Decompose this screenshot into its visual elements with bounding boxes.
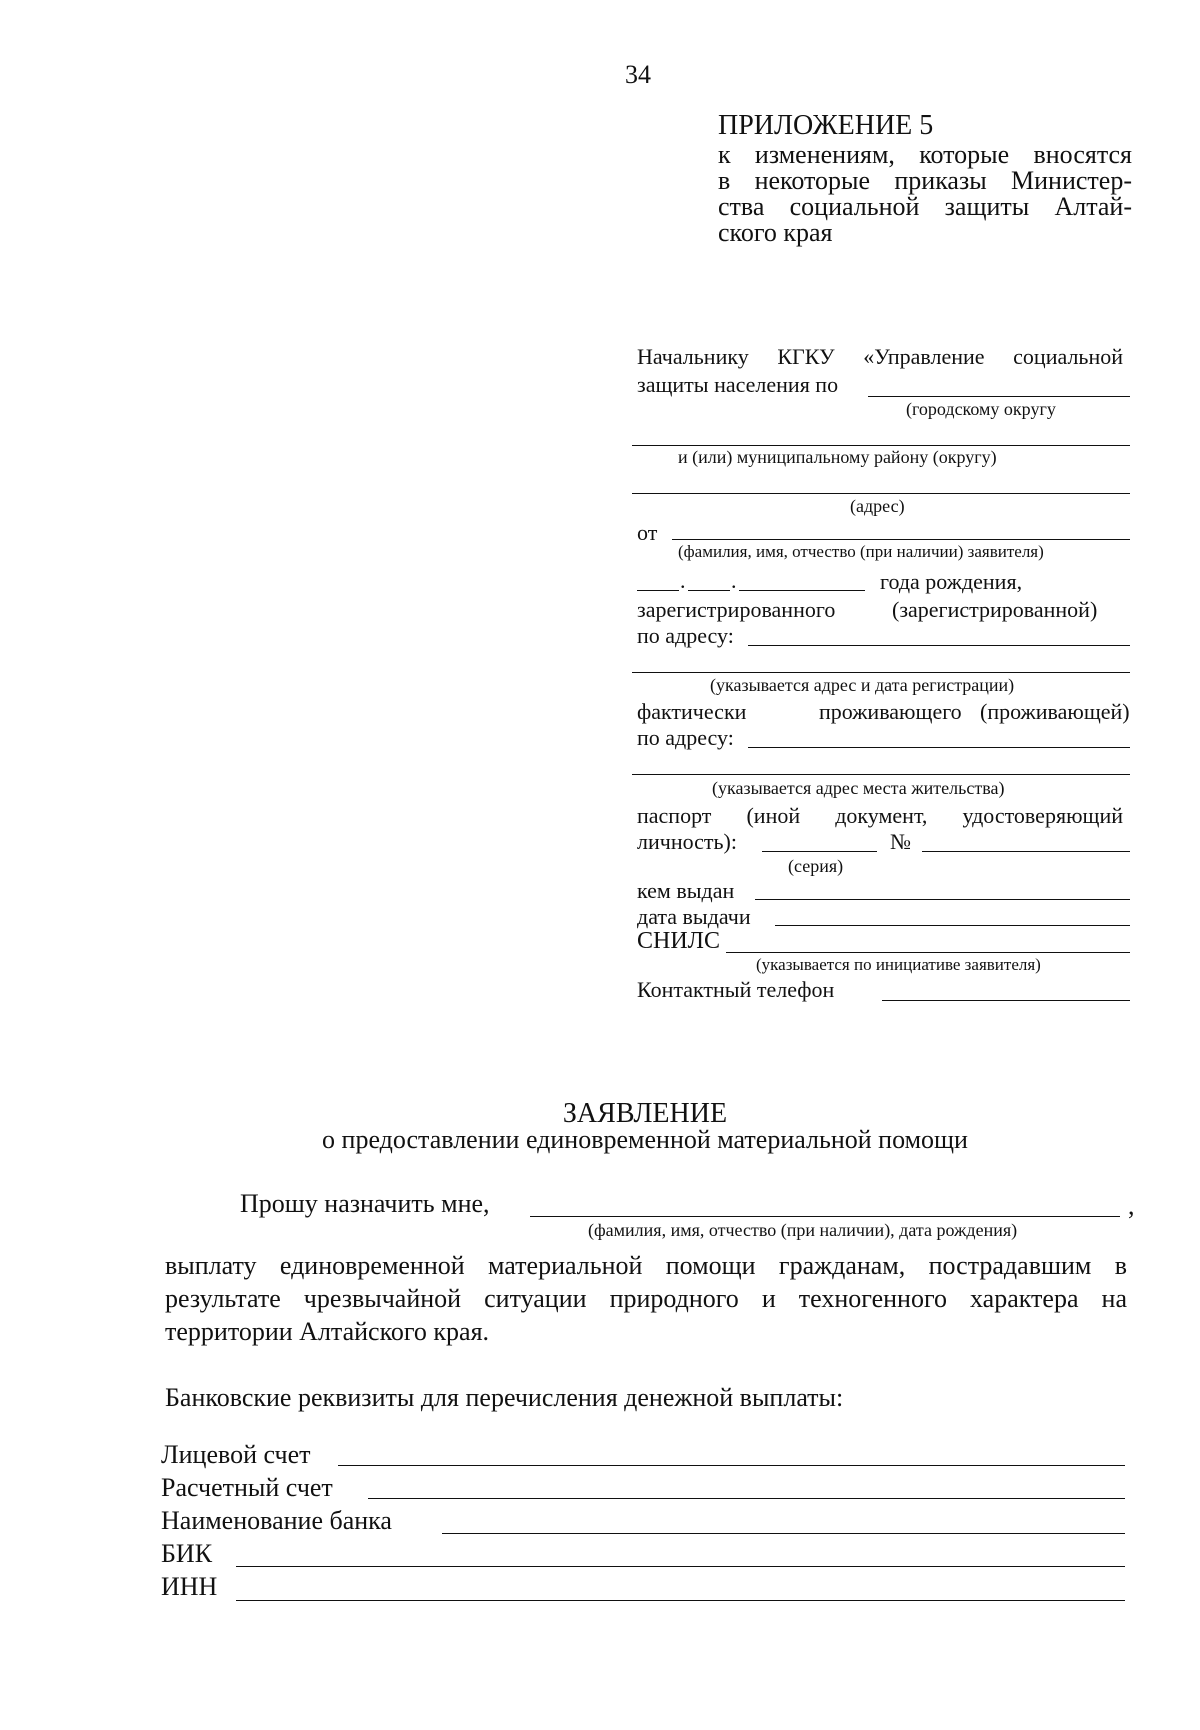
bik-label: БИК bbox=[161, 1539, 213, 1568]
applicant-name-line[interactable] bbox=[672, 539, 1130, 540]
inn-line[interactable] bbox=[236, 1600, 1125, 1601]
personal-account-line[interactable] bbox=[338, 1465, 1125, 1466]
birth-month-line[interactable] bbox=[688, 590, 730, 591]
hint-applicant-name: (фамилия, имя, отчество (при наличии) заявителя) bbox=[678, 542, 1044, 561]
statement-body-line-2: результате чрезвычайной ситуации природного и техногенного характера на bbox=[165, 1284, 1127, 1313]
passport-series-line[interactable] bbox=[762, 851, 877, 852]
hint-residence: (указывается адрес места жительства) bbox=[712, 778, 1005, 798]
date-dot: . bbox=[680, 568, 686, 593]
hint-registration: (указывается адрес и дата регистрации) bbox=[710, 675, 1015, 695]
district-field-line-2[interactable] bbox=[632, 445, 1130, 446]
hint-municipal: и (или) муниципальному району (округу) bbox=[678, 447, 997, 467]
appendix-line: к изменениям, которые вносятся bbox=[718, 140, 1132, 169]
appendix-caption bbox=[718, 142, 1132, 246]
birth-year-line[interactable] bbox=[739, 590, 865, 591]
phone-label: Контактный телефон bbox=[637, 977, 835, 1002]
registration-address-line-2[interactable] bbox=[632, 672, 1130, 673]
birth-day-line[interactable] bbox=[637, 590, 679, 591]
address-field-line[interactable] bbox=[632, 493, 1130, 494]
passport-line-2: личность): bbox=[637, 829, 737, 854]
addressee-line-1: Начальнику КГКУ «Управление социальной bbox=[637, 344, 1123, 369]
snils-line[interactable] bbox=[726, 952, 1130, 953]
statement-body-line-3: территории Алтайского края. bbox=[165, 1317, 490, 1346]
date-dot: . bbox=[731, 568, 737, 593]
bank-name-label: Наименование банка bbox=[161, 1506, 392, 1535]
actual-word-3: (проживающей) bbox=[980, 699, 1130, 724]
issue-date-label: дата выдачи bbox=[637, 904, 751, 929]
number-sign: № bbox=[890, 829, 911, 854]
personal-account-label: Лицевой счет bbox=[161, 1440, 311, 1469]
issued-by-label: кем выдан bbox=[637, 878, 735, 903]
actual-word-1: фактически bbox=[637, 699, 747, 724]
statement-title: ЗАЯВЛЕНИЕ bbox=[562, 1098, 728, 1129]
residence-address-line[interactable] bbox=[748, 747, 1130, 748]
addressee-line-2: защиты населения по bbox=[637, 372, 839, 397]
hint-fio-dob: (фамилия, имя, отчество (при наличии), дата рождения) bbox=[588, 1220, 1018, 1240]
hint-address: (адрес) bbox=[850, 496, 905, 516]
snils-label: СНИЛС bbox=[637, 928, 720, 954]
registered-word-1: зарегистрированного bbox=[637, 597, 836, 622]
phone-line[interactable] bbox=[882, 1000, 1130, 1001]
appendix-line: в некоторые приказы Министер- bbox=[718, 166, 1132, 195]
passport-line-1: паспорт (иной документ, удостоверяющий bbox=[637, 803, 1123, 828]
from-label: от bbox=[637, 520, 658, 545]
registration-address-line[interactable] bbox=[748, 645, 1130, 646]
statement-body-line-1: выплату единовременной материальной помощи гражданам, пострадавшим в bbox=[165, 1251, 1127, 1280]
beneficiary-line[interactable] bbox=[530, 1216, 1120, 1217]
by-address-label-1: по адресу: bbox=[637, 623, 734, 648]
residence-address-line-2[interactable] bbox=[632, 774, 1130, 775]
hint-district: (городскому округу bbox=[906, 399, 1056, 419]
request-label: Прошу назначить мне, bbox=[240, 1189, 490, 1218]
appendix-line: ского края bbox=[718, 218, 833, 247]
bank-heading: Банковские реквизиты для перечисления денежной выплаты: bbox=[165, 1383, 844, 1412]
registered-word-2: (зарегистрированной) bbox=[892, 597, 1098, 622]
appendix-title: ПРИЛОЖЕНИЕ 5 bbox=[718, 110, 934, 141]
settlement-account-line[interactable] bbox=[368, 1498, 1125, 1499]
appendix-line: ства социальной защиты Алтай- bbox=[718, 192, 1132, 221]
hint-series: (серия) bbox=[788, 856, 844, 876]
page-number: 34 bbox=[625, 60, 651, 89]
settlement-account-label: Расчетный счет bbox=[161, 1473, 333, 1502]
district-field-line[interactable] bbox=[868, 396, 1130, 397]
inn-label: ИНН bbox=[161, 1572, 218, 1601]
issued-by-line[interactable] bbox=[755, 899, 1130, 900]
comma: , bbox=[1128, 1191, 1135, 1220]
birth-label: года рождения, bbox=[880, 569, 1023, 594]
hint-snils: (указывается по инициативе заявителя) bbox=[756, 955, 1041, 974]
passport-number-line[interactable] bbox=[922, 851, 1130, 852]
bank-name-line[interactable] bbox=[442, 1533, 1125, 1534]
bik-line[interactable] bbox=[236, 1566, 1125, 1567]
by-address-label-2: по адресу: bbox=[637, 725, 734, 750]
issue-date-line[interactable] bbox=[775, 925, 1130, 926]
statement-subtitle: о предоставлении единовременной материальной помощи bbox=[322, 1125, 968, 1154]
actual-word-2: проживающего bbox=[819, 699, 962, 724]
